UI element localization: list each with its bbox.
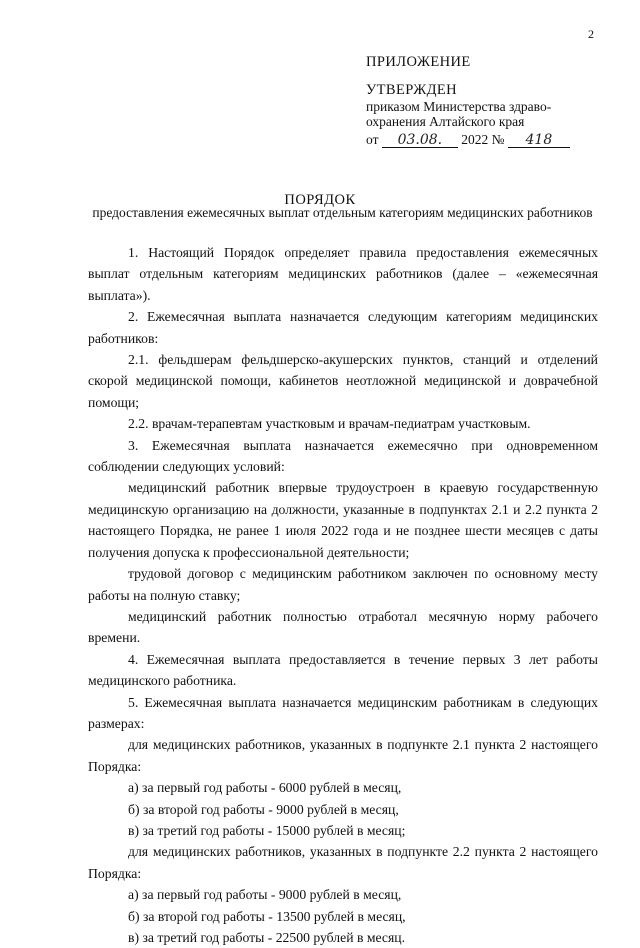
paragraph: для медицинских работников, указанных в подпункте 2.1 пункта 2 настоящего Порядка:	[88, 737, 598, 774]
paragraph: 2.1. фельдшерам фельдшерско-акушерских пунктов, станций и отделений скорой медицинской помощи, кабинетов неотложной медицинской и доврачебной помощи;	[88, 352, 598, 410]
order-date-line	[366, 131, 628, 148]
paragraph: для медицинских работников, указанных в подпункте 2.2 пункта 2 настоящего Порядка:	[88, 844, 598, 881]
paragraph: трудовой договор с медицинским работником заключен по основному месту работы на полную ставку;	[88, 566, 598, 603]
appendix-label: ПРИЛОЖЕНИЕ	[366, 54, 471, 70]
handwritten-date: 03.08.	[382, 133, 458, 148]
document-title: ПОРЯДОК	[284, 192, 356, 208]
list-item: в) за третий год работы - 15000 рублей в месяц;	[128, 822, 406, 838]
approval-block	[366, 53, 628, 148]
paragraph: 5. Ежемесячная выплата назначается медицинским работникам в следующих размерах:	[88, 694, 598, 731]
paragraph: медицинский работник полностью отработал месячную норму рабочего времени.	[88, 608, 598, 646]
list-item: б) за второй год работы - 9000 рублей в месяц,	[128, 801, 399, 817]
approved-label: УТВЕРЖДЕН	[366, 82, 458, 98]
paragraph: 1. Настоящий Порядок определяет правила предоставления ежемесячных выплат отдельным категориям медицинских работников (далее – «ежемесячная выплата»).	[88, 245, 598, 303]
list-item: а) за первый год работы - 6000 рублей в месяц,	[128, 780, 402, 796]
list-item: в) за третий год работы - 22500 рублей в месяц.	[128, 930, 406, 945]
paragraph: 3. Ежемесячная выплата назначается ежемесячно при одновременном соблюдении следующих условий:	[88, 437, 598, 475]
document-subtitle: предоставления ежемесячных выплат отдельным категориям медицинских работников	[92, 205, 593, 220]
handwritten-order-number: 418	[508, 133, 570, 148]
page-number: 2	[588, 27, 594, 41]
paragraph: медицинский работник впервые трудоустроен в краевую государственную медицинскую организацию на должности, указанные в подпунктах 2.1 и 2.2 пункта 2 настоящего Порядка, не ранее 1 июля 2022 года и не позднее шести месяцев с даты получения допуска к профессиональной деятельности;	[88, 480, 598, 560]
paragraph: 4. Ежемесячная выплата предоставляется в течение первых 3 лет работы медицинского работника.	[88, 651, 598, 689]
order-year: 2022 №	[461, 132, 505, 147]
approved-by-line-2: охранения Алтайского края	[366, 114, 525, 129]
date-prefix: от	[366, 132, 379, 147]
document-body	[88, 242, 598, 948]
list-item: б) за второй год работы - 13500 рублей в месяц,	[128, 908, 406, 924]
paragraph: 2. Ежемесячная выплата назначается следующим категориям медицинских работников:	[88, 309, 598, 346]
list-item: а) за первый год работы - 9000 рублей в месяц,	[128, 887, 402, 903]
paragraph: 2.2. врачам-терапевтам участковым и врачам-педиатрам участковым.	[128, 416, 531, 432]
approved-by-line-1: приказом Министерства здраво-	[366, 99, 552, 114]
